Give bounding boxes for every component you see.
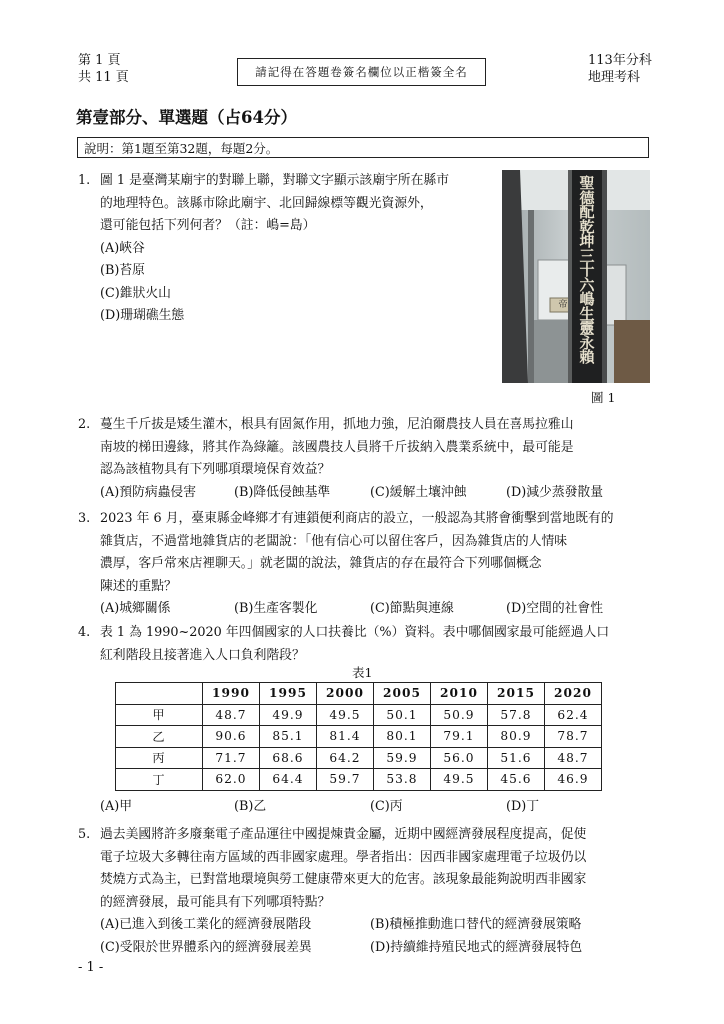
question-3: [78, 508, 651, 621]
table-row: [116, 747, 602, 769]
question-number: 3.: [78, 511, 91, 526]
question-text-line: 過去美國將許多廢棄電子產品運往中國提煉貴金屬，近期中國經濟發展程度提高，促使: [100, 827, 587, 842]
table-cell: 57.8: [488, 704, 545, 726]
option-b: (B)生產客製化: [234, 601, 318, 616]
option-c: (C)錐狀火山: [100, 285, 171, 301]
table-cell: 79.1: [431, 726, 488, 748]
table-1-caption: 表1: [352, 665, 373, 680]
question-number: 5.: [78, 827, 91, 842]
table-cell: 78.7: [545, 726, 602, 748]
table-cell: 50.9: [431, 704, 488, 726]
question-number: 4.: [78, 625, 91, 640]
table-cell: 51.6: [488, 747, 545, 769]
footer-page-number: - 1 -: [78, 960, 104, 975]
table-cell: 48.7: [545, 747, 602, 769]
option-a: (A)城鄉關係: [100, 601, 171, 616]
table-cell: 49.5: [431, 769, 488, 791]
table-cell: 59.7: [317, 769, 374, 791]
option-c: (C)受限於世界體系內的經濟發展差異: [100, 940, 312, 955]
plaque-text: 帝: [558, 300, 568, 310]
question-number: 2.: [78, 417, 91, 432]
option-d: (D)持續維持殖民地式的經濟發展特色: [370, 940, 583, 955]
table-cell: 81.4: [317, 726, 374, 748]
option-a: (A)預防病蟲侵害: [100, 484, 197, 500]
table-header-cell: 2020: [545, 683, 602, 705]
table-cell: 56.0: [431, 747, 488, 769]
option-b: (B)苔原: [100, 263, 145, 278]
section-title: 第壹部分、單選題（占64分）: [76, 108, 297, 127]
table-cell: 62.4: [545, 704, 602, 726]
instructions-box: 說明：第1題至第32題，每題2分。: [77, 137, 649, 158]
question-4: [78, 622, 651, 667]
question-5: [78, 824, 651, 960]
question-text-line: 南坡的梯田邊緣，將其作為綠籬。該國農技人員將千斤拔納入農業系統中，最可能是: [100, 439, 574, 455]
table-cell: 62.0: [203, 769, 260, 791]
table-header-cell: 1995: [260, 683, 317, 705]
option-d: (D)空間的社會性: [506, 601, 604, 616]
option-c: (C)緩解土壤沖蝕: [370, 484, 467, 500]
couplet-text: 聖德配乾坤三十六嶋生靈永賴: [579, 174, 595, 366]
option-b: (B)降低侵蝕基準: [234, 484, 331, 500]
exam-subject: 地理考科: [588, 70, 641, 85]
option-a: (A)峽谷: [100, 240, 145, 256]
table-corner: [116, 683, 203, 705]
question-1: [78, 170, 498, 328]
table-header-cell: 1990: [203, 683, 260, 705]
table-cell: 50.1: [374, 704, 431, 726]
table-cell: 59.9: [374, 747, 431, 769]
option-d: (D)珊瑚礁生態: [100, 308, 185, 323]
table-header-cell: 2000: [317, 683, 374, 705]
row-label: 丙: [116, 747, 203, 769]
question-text-line: 的地理特色。該縣市除此廟宇、北回歸線標等觀光資源外，: [100, 195, 433, 211]
question-text-line: 的經濟發展，最可能具有下列哪項特點？: [100, 894, 331, 910]
table-cell: 71.7: [203, 747, 260, 769]
table-cell: 68.6: [260, 747, 317, 769]
option-c: (C)丙: [370, 799, 403, 814]
row-label: 乙: [116, 726, 203, 748]
question-text-line: 雜貨店，不過當地雜貨店的老闆說：「他有信心可以留住客戶，因為雜貨店的人情味: [100, 533, 568, 549]
question-text-line: 紅利階段且接著進入人口負利階段？: [100, 647, 305, 663]
question-text-line: 圖 1 是臺灣某廟宇的對聯上聯，對聯文字顯示該廟宇所在縣市: [100, 173, 449, 188]
option-a: (A)已進入到後工業化的經濟發展階段: [100, 917, 312, 932]
table-cell: 49.5: [317, 704, 374, 726]
question-text-line: 濃厚，客戶常來店裡聊天。」就老闆的說法，雜貨店的存在最符合下列哪個概念: [100, 556, 542, 571]
option-c: (C)節點與連線: [370, 601, 454, 616]
table-cell: 49.9: [260, 704, 317, 726]
question-text-line: 陳述的重點？: [100, 578, 177, 594]
table-cell: 64.2: [317, 747, 374, 769]
table-cell: 85.1: [260, 726, 317, 748]
table-cell: 80.1: [374, 726, 431, 748]
question-2: [78, 414, 651, 505]
question-text-line: 認為該植物具有下列哪項環境保育效益？: [100, 462, 331, 477]
question-4-options: [100, 796, 651, 819]
exam-year: 113年分科: [588, 53, 652, 68]
table-cell: 48.7: [203, 704, 260, 726]
option-b: (B)乙: [234, 799, 267, 814]
table-header-cell: 2010: [431, 683, 488, 705]
row-label: 丁: [116, 769, 203, 791]
question-text-line: 電子垃圾大多轉往南方區域的西非國家處理。學者指出：因西非國家處理電子垃圾仍以: [100, 849, 587, 865]
question-text-line: 還可能包括下列何者？（註：嶋=島）: [100, 218, 316, 233]
option-a: (A)甲: [100, 799, 133, 814]
table-row: [116, 769, 602, 791]
table-cell: 80.9: [488, 726, 545, 748]
figure-1-caption: 圖 1: [591, 390, 616, 405]
table-cell: 46.9: [545, 769, 602, 791]
option-d: (D)減少蒸發散量: [506, 484, 604, 500]
table-header-row: [116, 683, 602, 705]
row-label: 甲: [116, 704, 203, 726]
question-text-line: 焚燒方式為主，已對當地環境與勞工健康帶來更大的危害。該現象最能夠說明西非國家: [100, 872, 587, 887]
question-number: 1.: [78, 173, 91, 188]
figure-1-photo: [502, 170, 650, 383]
question-text-line: 表 1 為 1990~2020 年四個國家的人口扶養比（%）資料。表中哪個國家最可能經過人口: [100, 625, 610, 640]
page-number: 第 1 頁: [78, 53, 121, 68]
table-row: [116, 704, 602, 726]
table-cell: 53.8: [374, 769, 431, 791]
signature-notice: 請記得在答題卷簽名欄位以正楷簽全名: [237, 58, 486, 86]
table-header-cell: 2005: [374, 683, 431, 705]
page-total: 共 11 頁: [78, 70, 129, 85]
table-header-cell: 2015: [488, 683, 545, 705]
option-b: (B)積極推動進口替代的經濟發展策略: [370, 917, 582, 932]
option-d: (D)丁: [506, 799, 540, 814]
question-text-line: 2023 年 6 月，臺東縣金峰鄉才有連鎖便利商店的設立，一般認為其將會衝擊到當地既有的: [100, 511, 614, 526]
table-1: [115, 682, 602, 791]
table-cell: 90.6: [203, 726, 260, 748]
table-cell: 45.6: [488, 769, 545, 791]
question-text-line: 蔓生千斤拔是矮生灌木，根具有固氮作用，抓地力強，尼泊爾農技人員在喜馬拉雅山: [100, 417, 574, 432]
table-cell: 64.4: [260, 769, 317, 791]
table-row: [116, 726, 602, 748]
